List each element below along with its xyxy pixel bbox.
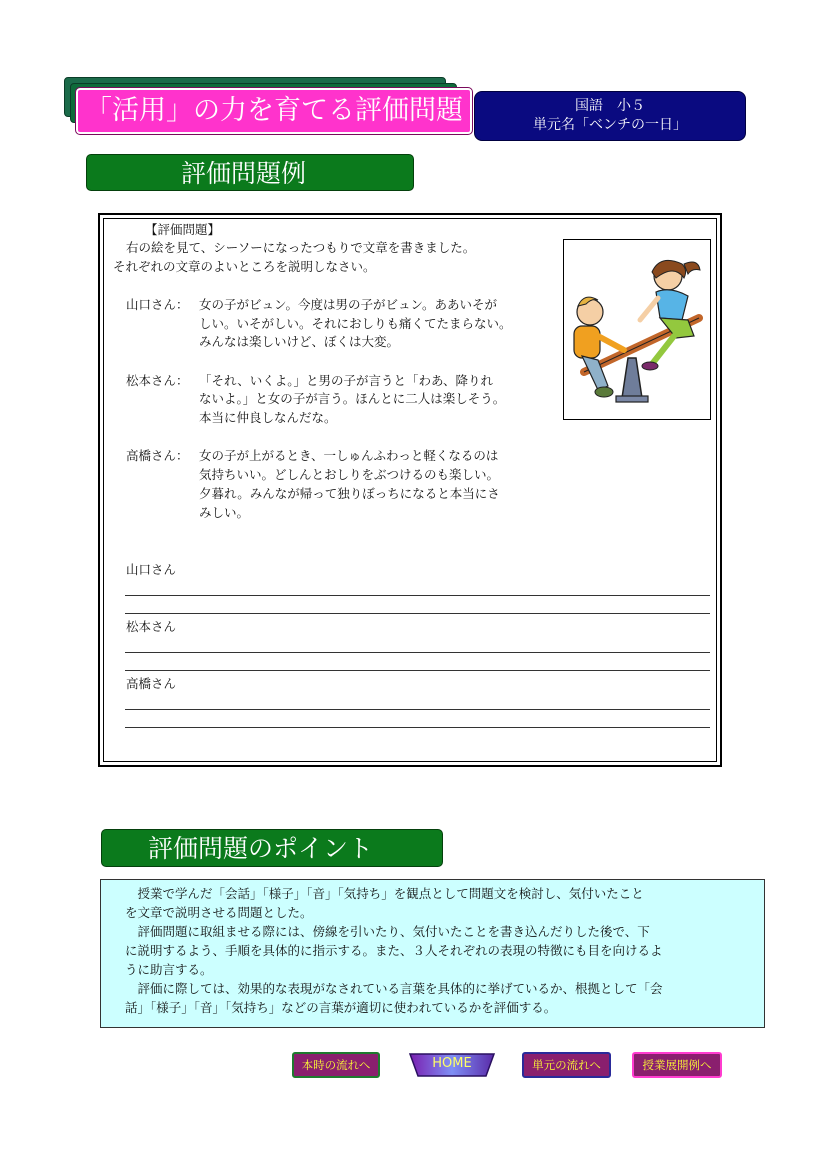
unit-name: 単元名「ベンチの一日」 (533, 117, 687, 133)
entry-line: 女の子が上がるとき、一しゅんふわっと軽くなるのは (199, 448, 499, 463)
points-line: を文章で説明させる問題とした。 (125, 905, 313, 920)
subject-badge (474, 91, 746, 141)
answer-line[interactable] (125, 652, 710, 653)
answer-line[interactable] (125, 670, 710, 671)
lesson-plan-button[interactable]: 授業展開例へ (632, 1052, 722, 1078)
answer-label-takahashi: 高橋さん (126, 676, 177, 691)
seesaw-picture-icon (564, 240, 710, 419)
unit-flow-button[interactable]: 単元の流れへ (522, 1052, 611, 1078)
points-line: 授業で学んだ「会話」「様子」「音」「気持ち」を観点として問題文を検討し、気付いたこと (125, 886, 644, 901)
entry-line: 気持ちいい。どしんとおしりをぶつけるのも楽しい。 (199, 467, 500, 482)
entry-line: みしい。 (199, 505, 250, 520)
page-title: 「活用」の力を育てる評価問題 (76, 88, 472, 134)
this-lesson-flow-button[interactable]: 本時の流れへ (292, 1052, 380, 1078)
problem-instruction-2: それぞれの文章のよいところを説明しなさい。 (113, 259, 376, 274)
points-line: うに助言する。 (125, 962, 213, 977)
entry-name-takahashi: 高橋さん： (126, 448, 189, 463)
points-line: 話」「様子」「音」「気持ち」などの言葉が適切に使われているかを評価する。 (125, 1000, 557, 1015)
section-heading-examples: 評価問題例 (86, 154, 414, 191)
entry-line: 「それ、いくよ。」と男の子が言うと「わあ、降りれ (199, 373, 494, 388)
subject-grade: 国語 小５ (575, 98, 645, 114)
answer-label-matsumoto: 松本さん (126, 619, 177, 634)
entry-name-yamaguchi: 山口さん： (126, 297, 189, 312)
entry-line: 本当に仲良しなんだな。 (199, 410, 337, 425)
entry-name-matsumoto: 松本さん： (126, 373, 189, 388)
entry-line: ないよ。」と女の子が言う。ほんとに二人は楽しそう。 (199, 391, 506, 406)
section-heading-points: 評価問題のポイント (101, 829, 443, 867)
entry-line: 夕暮れ。みんなが帰って独りぼっちになると本当にさ (199, 486, 500, 501)
points-line: に説明するよう、手順を具体的に指示する。また、３人それぞれの表現の特徴にも目を向けるよ (125, 943, 663, 958)
seesaw-illustration (563, 239, 711, 420)
home-label: HOME (432, 1056, 472, 1071)
entry-line: 女の子がビュン。今度は男の子がビュン。ああいそが (199, 297, 498, 312)
answer-line[interactable] (125, 613, 710, 614)
entry-line: しい。いそがしい。それにおしりも痛くてたまらない。 (199, 316, 512, 331)
answer-line[interactable] (125, 595, 710, 596)
points-box (100, 879, 765, 1028)
points-line: 評価に際しては、効果的な表現がなされている言葉を具体的に挙げているか、根拠として「会 (125, 981, 663, 996)
home-button[interactable] (408, 1052, 496, 1078)
answer-line[interactable] (125, 709, 710, 710)
answer-label-yamaguchi: 山口さん (126, 562, 177, 577)
answer-line[interactable] (125, 727, 710, 728)
problem-instruction-1: 右の絵を見て、シーソーになったつもりで文章を書きました。 (126, 240, 476, 255)
points-line: 評価問題に取組ませる際には、傍線を引いたり、気付いたことを書き込んだりした後で、下 (125, 924, 650, 939)
entry-line: みんなは楽しいけど、ぼくは大変。 (199, 334, 400, 349)
problem-label: 【評価問題】 (145, 222, 221, 237)
